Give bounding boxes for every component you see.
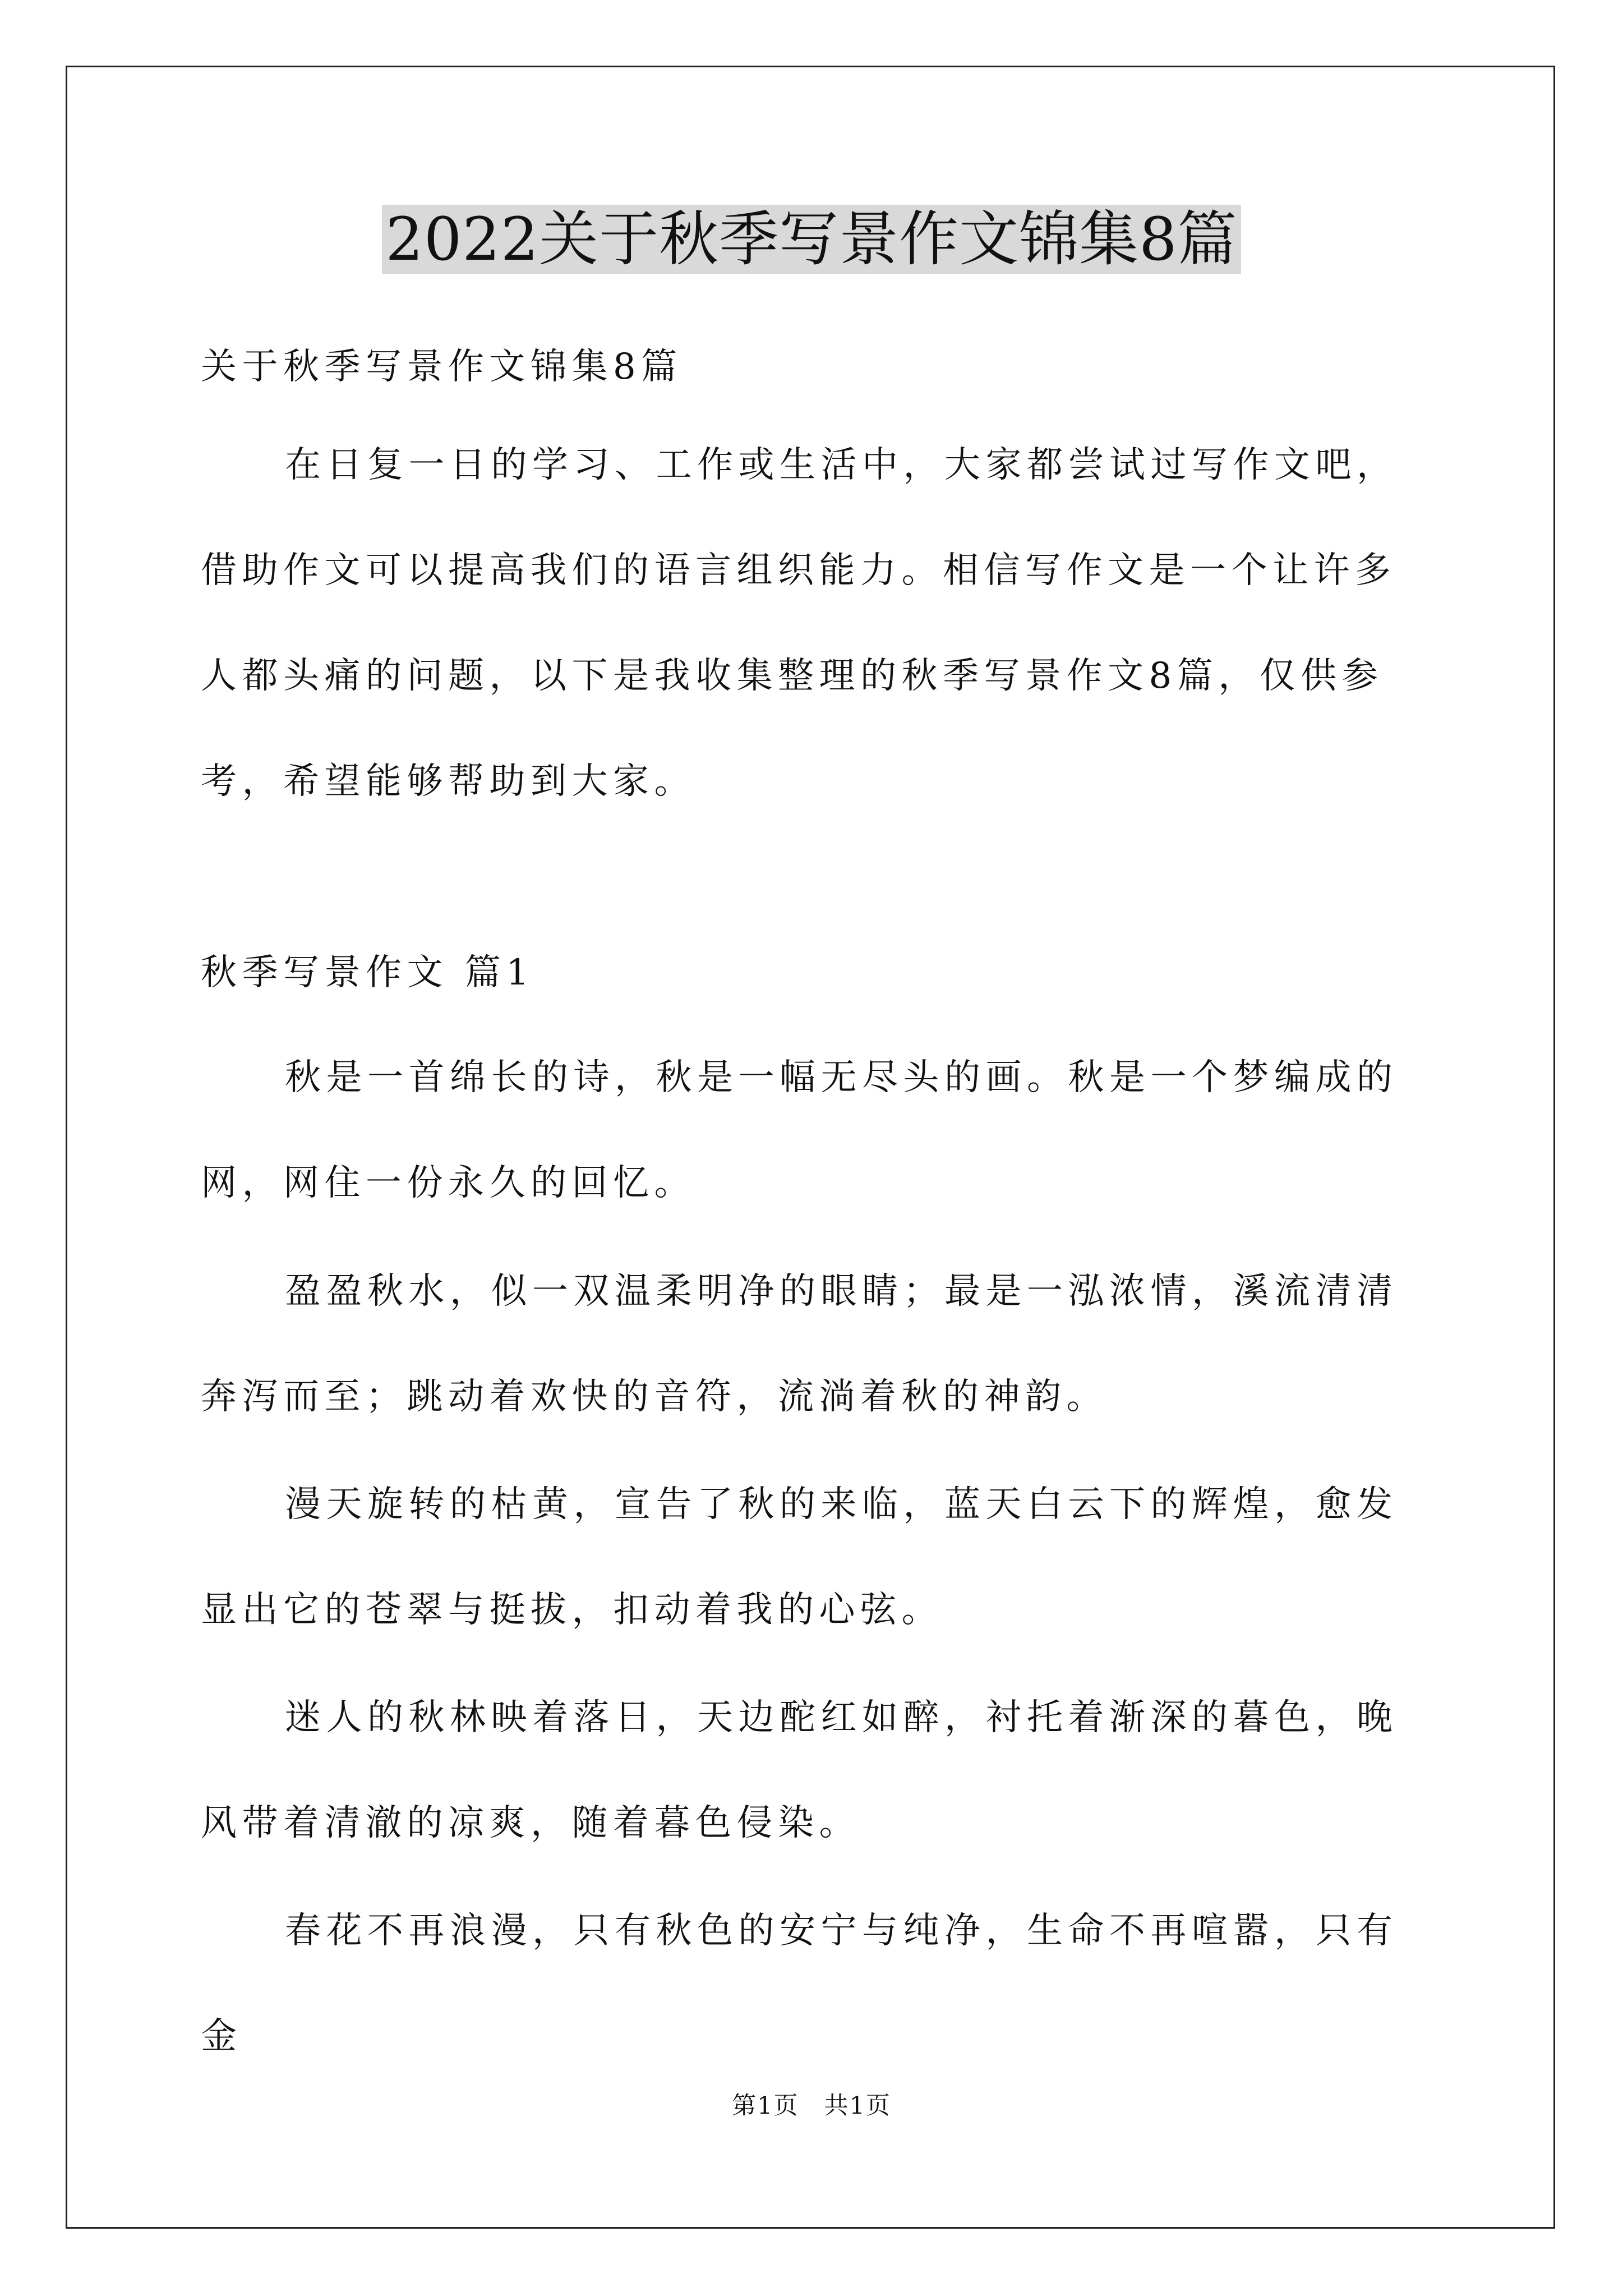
body-paragraph-3: 漫天旋转的枯黄，宣告了秋的来临，蓝天白云下的辉煌，愈发显出它的苍翠与挺拔，扣动着我的心弦。 xyxy=(201,1484,1398,1631)
body-paragraph-2: 盈盈秋水，似一双温柔明净的眼睛；最是一泓浓情，溪流清清奔泻而至；跳动着欢快的音符，流淌着秋的神韵。 xyxy=(201,1271,1398,1418)
intro-paragraph: 在日复一日的学习、工作或生活中，大家都尝试过写作文吧，借助作文可以提高我们的语言组织能力。相信写作文是一个让许多人都头痛的问题，以下是我收集整理的秋季写景作文8篇，仅供参考，希望能够帮助到大家。 xyxy=(201,444,1398,802)
document-title xyxy=(0,197,1623,282)
document-title-text: 2022关于秋季写景作文锦集8篇 xyxy=(382,205,1241,274)
page-footer: 第1页 共1页 xyxy=(732,2092,891,2120)
body-paragraph-4: 迷人的秋林映着落日，天边酡红如醉，衬托着渐深的暮色，晚风带着清澈的凉爽，随着暮色侵染。 xyxy=(201,1697,1398,1844)
body-paragraph-1: 秋是一首绵长的诗，秋是一幅无尽头的画。秋是一个梦编成的网，网住一份永久的回忆。 xyxy=(201,1057,1398,1204)
subtitle: 关于秋季写景作文锦集8篇 xyxy=(201,346,683,388)
body-paragraph-5: 春花不再浪漫，只有秋色的安宁与纯净，生命不再喧嚣，只有金 xyxy=(201,1910,1398,2057)
section-heading: 秋季写景作文 篇1 xyxy=(201,952,534,993)
